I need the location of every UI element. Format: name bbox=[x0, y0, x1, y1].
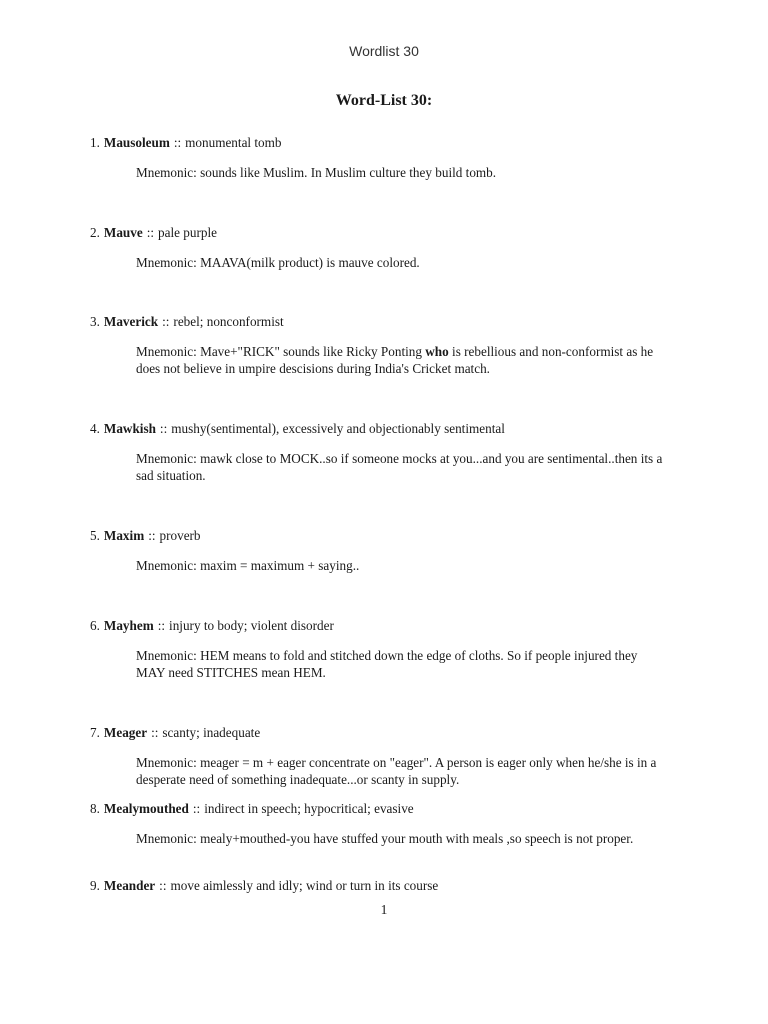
word-entry-maverick bbox=[90, 313, 690, 377]
word-entry-mawkish bbox=[90, 420, 690, 484]
entry-word: Mausoleum bbox=[103, 135, 170, 150]
definition-line bbox=[90, 724, 690, 741]
entry-word: Maverick bbox=[103, 314, 159, 329]
entry-definition: rebel; nonconformist bbox=[173, 314, 284, 329]
entry-mnemonic: Mnemonic: mawk close to MOCK..so if someone mocks at you...and you are sentimental..then its a sad situation. bbox=[136, 451, 663, 483]
entry-definition: indirect in speech; hypocritical; evasive bbox=[204, 801, 414, 816]
entry-definition: pale purple bbox=[158, 225, 217, 240]
entry-mnemonic: Mnemonic: mealy+mouthed-you have stuffed your mouth with meals ,so speech is not proper. bbox=[136, 831, 634, 846]
entry-word: Mealymouthed bbox=[103, 801, 189, 816]
definition-line bbox=[90, 224, 690, 241]
entry-mnemonic: Mnemonic: HEM means to fold and stitched down the edge of cloths. So if people injured they MAY need STITCHES mean HEM. bbox=[136, 648, 638, 680]
entry-number: 6. bbox=[90, 618, 100, 633]
entry-number: 8. bbox=[90, 801, 100, 816]
entry-separator: :: bbox=[159, 878, 167, 893]
word-entry-mayhem bbox=[90, 617, 690, 681]
definition-line bbox=[90, 134, 690, 151]
entry-mnemonic: Mnemonic: meager = m + eager concentrate on "eager". A person is eager only when he/she is in a desperate need of something inadequate...or scanty in supply. bbox=[136, 755, 657, 787]
mnemonic-text-bold: who bbox=[425, 344, 449, 359]
definition-line bbox=[90, 617, 690, 634]
entry-separator: :: bbox=[162, 314, 170, 329]
entry-definition: monumental tomb bbox=[185, 135, 282, 150]
entry-separator: :: bbox=[173, 135, 182, 150]
entry-number: 7. bbox=[90, 725, 100, 740]
entry-definition: scanty; inadequate bbox=[162, 725, 261, 740]
entry-mnemonic: Mnemonic: maxim = maximum + saying.. bbox=[136, 558, 360, 573]
entry-word: Mayhem bbox=[103, 618, 154, 633]
entry-number: 3. bbox=[90, 314, 100, 329]
entry-definition: injury to body; violent disorder bbox=[169, 618, 334, 633]
entry-separator: :: bbox=[151, 725, 159, 740]
mnemonic-text-after: is rebellious and non-conformist as he does not believe in umpire descisions during India's Cricket match. bbox=[136, 344, 654, 376]
word-entry-mauve bbox=[90, 224, 690, 271]
entry-mnemonic: Mnemonic: sounds like Muslim. In Muslim culture they build tomb. bbox=[136, 165, 497, 180]
entry-number: 1. bbox=[90, 135, 100, 150]
entry-word: Meager bbox=[103, 725, 148, 740]
definition-line bbox=[90, 313, 690, 330]
definition-line bbox=[90, 527, 690, 544]
document-title: Word-List 30: bbox=[335, 92, 433, 109]
entry-definition: mushy(sentimental), excessively and objectionably sentimental bbox=[171, 421, 505, 436]
entry-mnemonic bbox=[136, 343, 666, 377]
entry-separator: :: bbox=[159, 421, 168, 436]
word-entry-meager bbox=[90, 724, 690, 788]
page-number: 1 bbox=[380, 902, 388, 917]
entry-word: Maxim bbox=[103, 528, 145, 543]
entry-separator: :: bbox=[146, 225, 155, 240]
definition-line bbox=[90, 800, 690, 817]
entry-definition: move aimlessly and idly; wind or turn in its course bbox=[170, 878, 439, 893]
definition-line bbox=[90, 877, 690, 894]
entry-word: Meander bbox=[103, 878, 156, 893]
word-entry-meander bbox=[90, 877, 690, 894]
mnemonic-text-before: Mnemonic: Mave+"RICK" sounds like Ricky Ponting bbox=[136, 344, 426, 359]
entry-mnemonic: Mnemonic: MAAVA(milk product) is mauve colored. bbox=[136, 255, 420, 270]
entry-separator: :: bbox=[157, 618, 166, 633]
entry-word: Mauve bbox=[103, 225, 143, 240]
definition-line bbox=[90, 420, 690, 437]
word-entry-mausoleum bbox=[90, 134, 690, 181]
entry-number: 5. bbox=[90, 528, 100, 543]
entry-word: Mawkish bbox=[103, 421, 156, 436]
word-entry-mealymouthed bbox=[90, 800, 690, 847]
entry-definition: proverb bbox=[159, 528, 201, 543]
running-header: Wordlist 30 bbox=[349, 43, 419, 59]
entry-number: 9. bbox=[90, 878, 100, 893]
entry-separator: :: bbox=[148, 528, 156, 543]
word-entry-maxim bbox=[90, 527, 690, 574]
entry-separator: :: bbox=[192, 801, 201, 816]
entry-number: 4. bbox=[90, 421, 100, 436]
entry-number: 2. bbox=[90, 225, 100, 240]
